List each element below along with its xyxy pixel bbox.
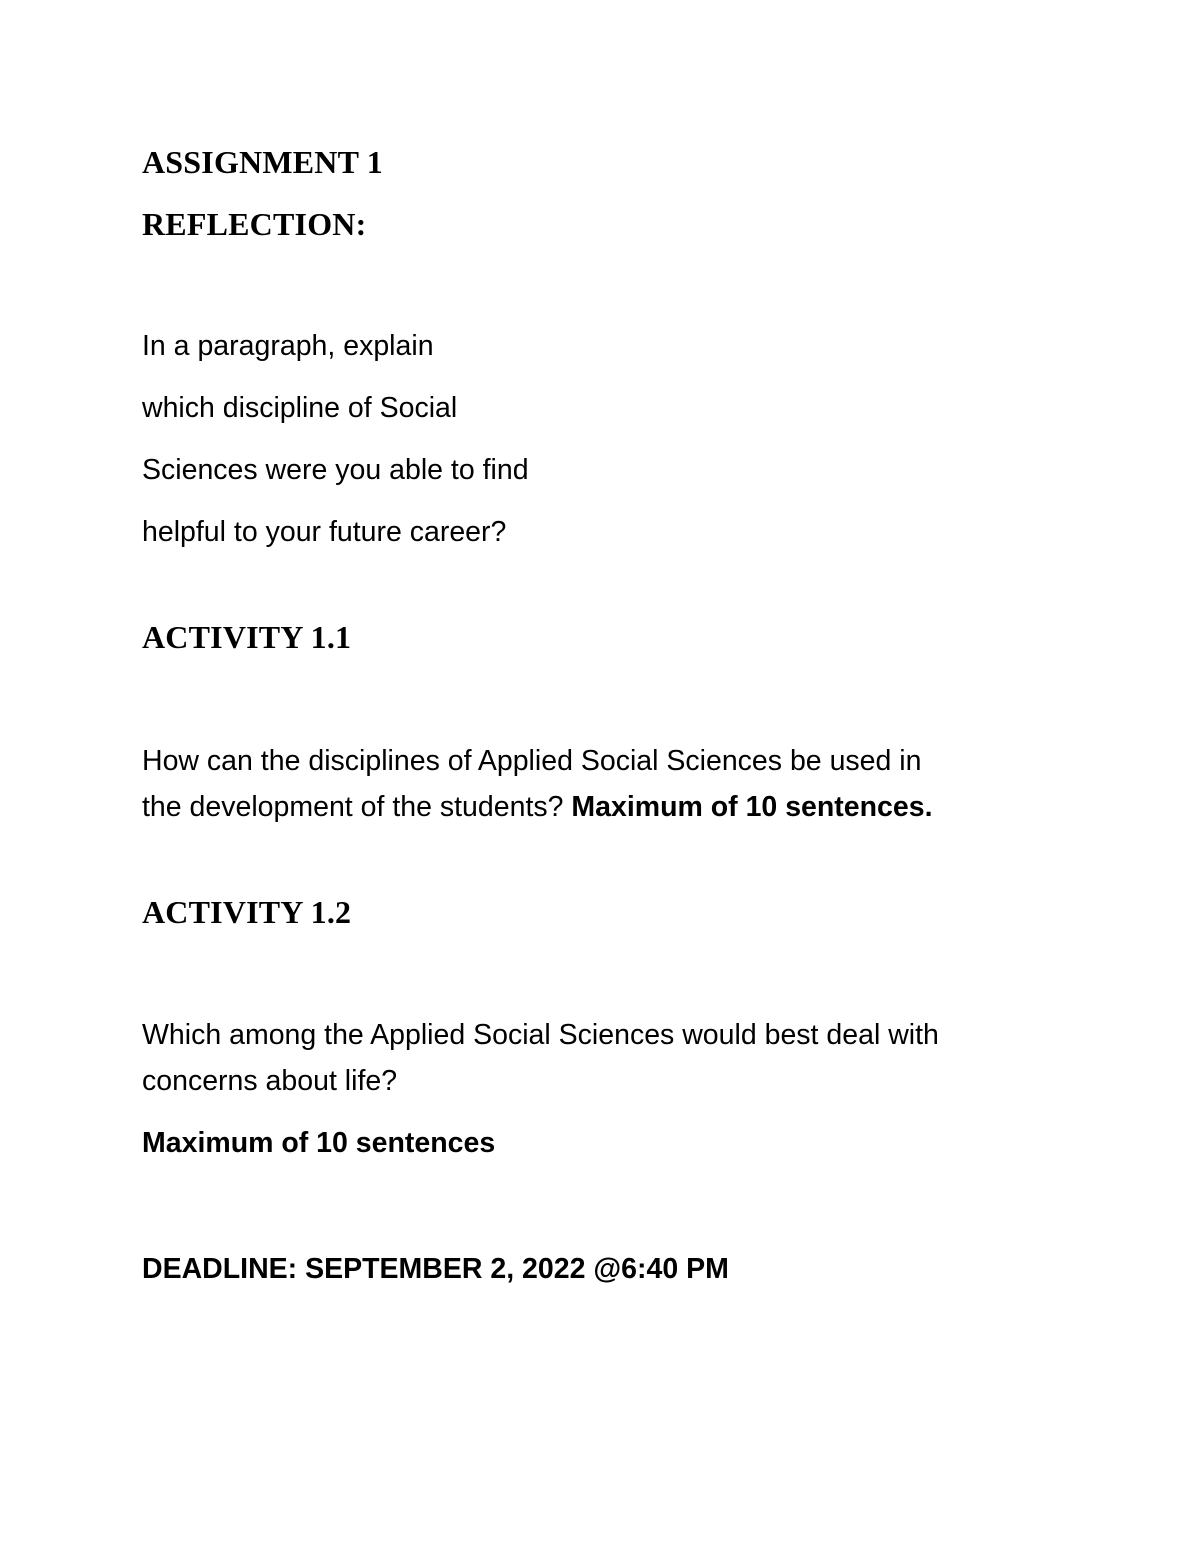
reflection-line-4: helpful to your future career? — [142, 516, 507, 548]
activity-1-2-question-line-2: concerns about life? — [142, 1065, 398, 1097]
activity-1-1-limit: Maximum of 10 sentences. — [571, 791, 933, 823]
reflection-line-2: which discipline of Social — [142, 392, 458, 424]
reflection-line-3: Sciences were you able to find — [142, 454, 529, 486]
activity-1-1-question-text: the development of the students? — [142, 791, 572, 823]
activity-1-1-question-line-1: How can the disciplines of Applied Social Sciences be used in — [142, 745, 922, 777]
activity-1-2-heading: ACTIVITY 1.2 — [142, 894, 352, 930]
deadline-text: DEADLINE: SEPTEMBER 2, 2022 @6:40 PM — [142, 1253, 729, 1285]
activity-1-2-question-line-1: Which among the Applied Social Sciences would best deal with — [142, 1019, 939, 1051]
activity-1-1-heading: ACTIVITY 1.1 — [142, 619, 352, 655]
assignment-title: ASSIGNMENT 1 — [142, 144, 383, 180]
reflection-line-1: In a paragraph, explain — [142, 330, 434, 362]
reflection-heading: REFLECTION: — [142, 206, 367, 242]
activity-1-2-limit: Maximum of 10 sentences — [142, 1127, 496, 1159]
activity-1-1-question-line-2 — [142, 793, 933, 822]
